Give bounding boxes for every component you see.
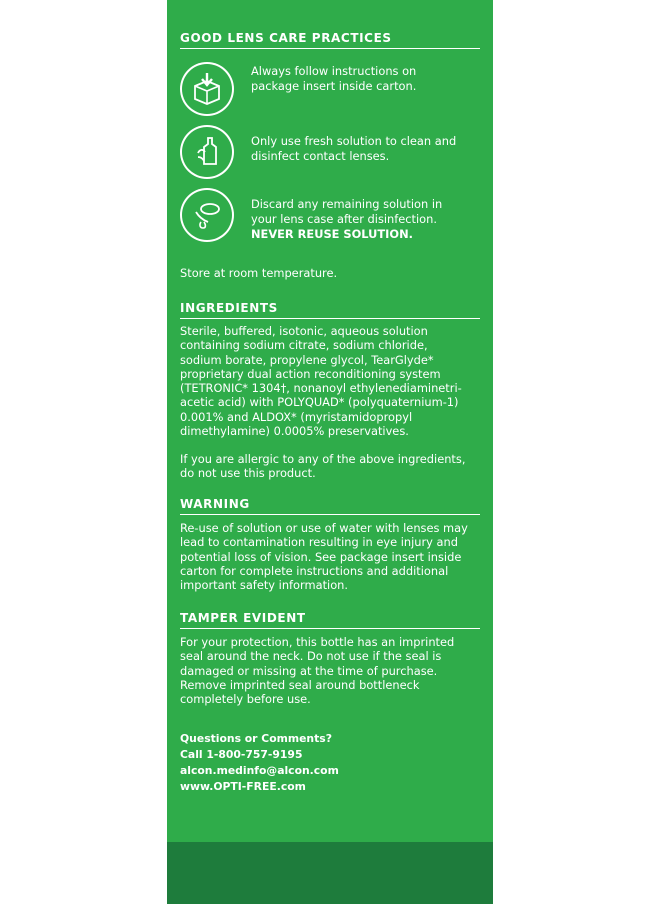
warning-text xyxy=(180,521,480,592)
questions-label: Questions or Comments? xyxy=(180,732,332,745)
phone-number: Call 1-800-757-9195 xyxy=(180,747,303,761)
tamper-line: seal around the neck. Do not use if the seal is xyxy=(180,649,442,664)
lens-care-item xyxy=(180,188,480,244)
ingredients-line: sodium borate, propylene glycol, TearGlyde* xyxy=(180,352,434,367)
tamper-heading: TAMPER EVIDENT xyxy=(180,611,480,629)
ingredients-line: containing sodium citrate, sodium chloride, xyxy=(180,338,428,353)
lens-care-text-line: package insert inside carton. xyxy=(251,79,417,93)
warning-line: lead to contamination resulting in eye injury and xyxy=(180,535,458,550)
contact-block xyxy=(180,731,480,794)
ingredients-line: Sterile, buffered, isotonic, aqueous solution xyxy=(180,324,428,338)
allergy-line: If you are allergic to any of the above ingredients, xyxy=(180,452,466,466)
footer-band xyxy=(167,842,493,904)
ingredients-line: dimethylamine) 0.0005% preservatives. xyxy=(180,424,409,439)
ingredients-line: (TETRONIC* 1304†, nonanoyl ethylenediaminetri- xyxy=(180,381,462,396)
warning-line: important safety information. xyxy=(180,578,349,593)
tamper-line: damaged or missing at the time of purchase. xyxy=(180,663,438,678)
tamper-line: completely before use. xyxy=(180,692,311,707)
lens-care-item xyxy=(180,62,480,118)
warning-line: potential loss of vision. See package insert inside xyxy=(180,549,462,564)
website-url: www.OPTI-FREE.com xyxy=(180,779,306,793)
ingredients-text xyxy=(180,324,480,438)
lens-care-text-line: Always follow instructions on xyxy=(251,64,417,78)
storage-note: Store at room temperature. xyxy=(180,266,338,280)
never-reuse-warning: NEVER REUSE SOLUTION. xyxy=(251,227,413,241)
warning-line: Re-use of solution or use of water with lenses may xyxy=(180,521,468,535)
lens-care-text-line: your lens case after disinfection. xyxy=(251,212,437,226)
lens-care-text-line: Discard any remaining solution in xyxy=(251,197,443,211)
email-address: alcon.medinfo@alcon.com xyxy=(180,764,339,777)
tamper-line: For your protection, this bottle has an imprinted xyxy=(180,635,455,649)
ingredients-line: proprietary dual action reconditioning system xyxy=(180,366,441,381)
lens-care-text-line: disinfect contact lenses. xyxy=(251,149,390,163)
lens-care-heading: GOOD LENS CARE PRACTICES xyxy=(180,31,480,49)
ingredients-line: acetic acid) with POLYQUAD* (polyquaternium-1) xyxy=(180,395,459,410)
tamper-text xyxy=(180,635,480,706)
ingredients-line: 0.001% and ALDOX* (myristamidopropyl xyxy=(180,409,413,424)
product-label-panel xyxy=(167,0,493,904)
warning-heading: WARNING xyxy=(180,497,480,515)
lens-care-text-line: Only use fresh solution to clean and xyxy=(251,134,457,148)
allergy-line: do not use this product. xyxy=(180,466,316,481)
lens-care-item xyxy=(180,125,480,181)
warning-line: carton for complete instructions and additional xyxy=(180,563,449,578)
allergy-note xyxy=(180,452,480,481)
carton-down-arrow-icon xyxy=(180,62,234,116)
tamper-line: Remove imprinted seal around bottleneck xyxy=(180,677,420,692)
solution-bottle-icon xyxy=(180,125,234,179)
lens-case-discard-icon xyxy=(180,188,234,242)
ingredients-heading: INGREDIENTS xyxy=(180,301,480,319)
